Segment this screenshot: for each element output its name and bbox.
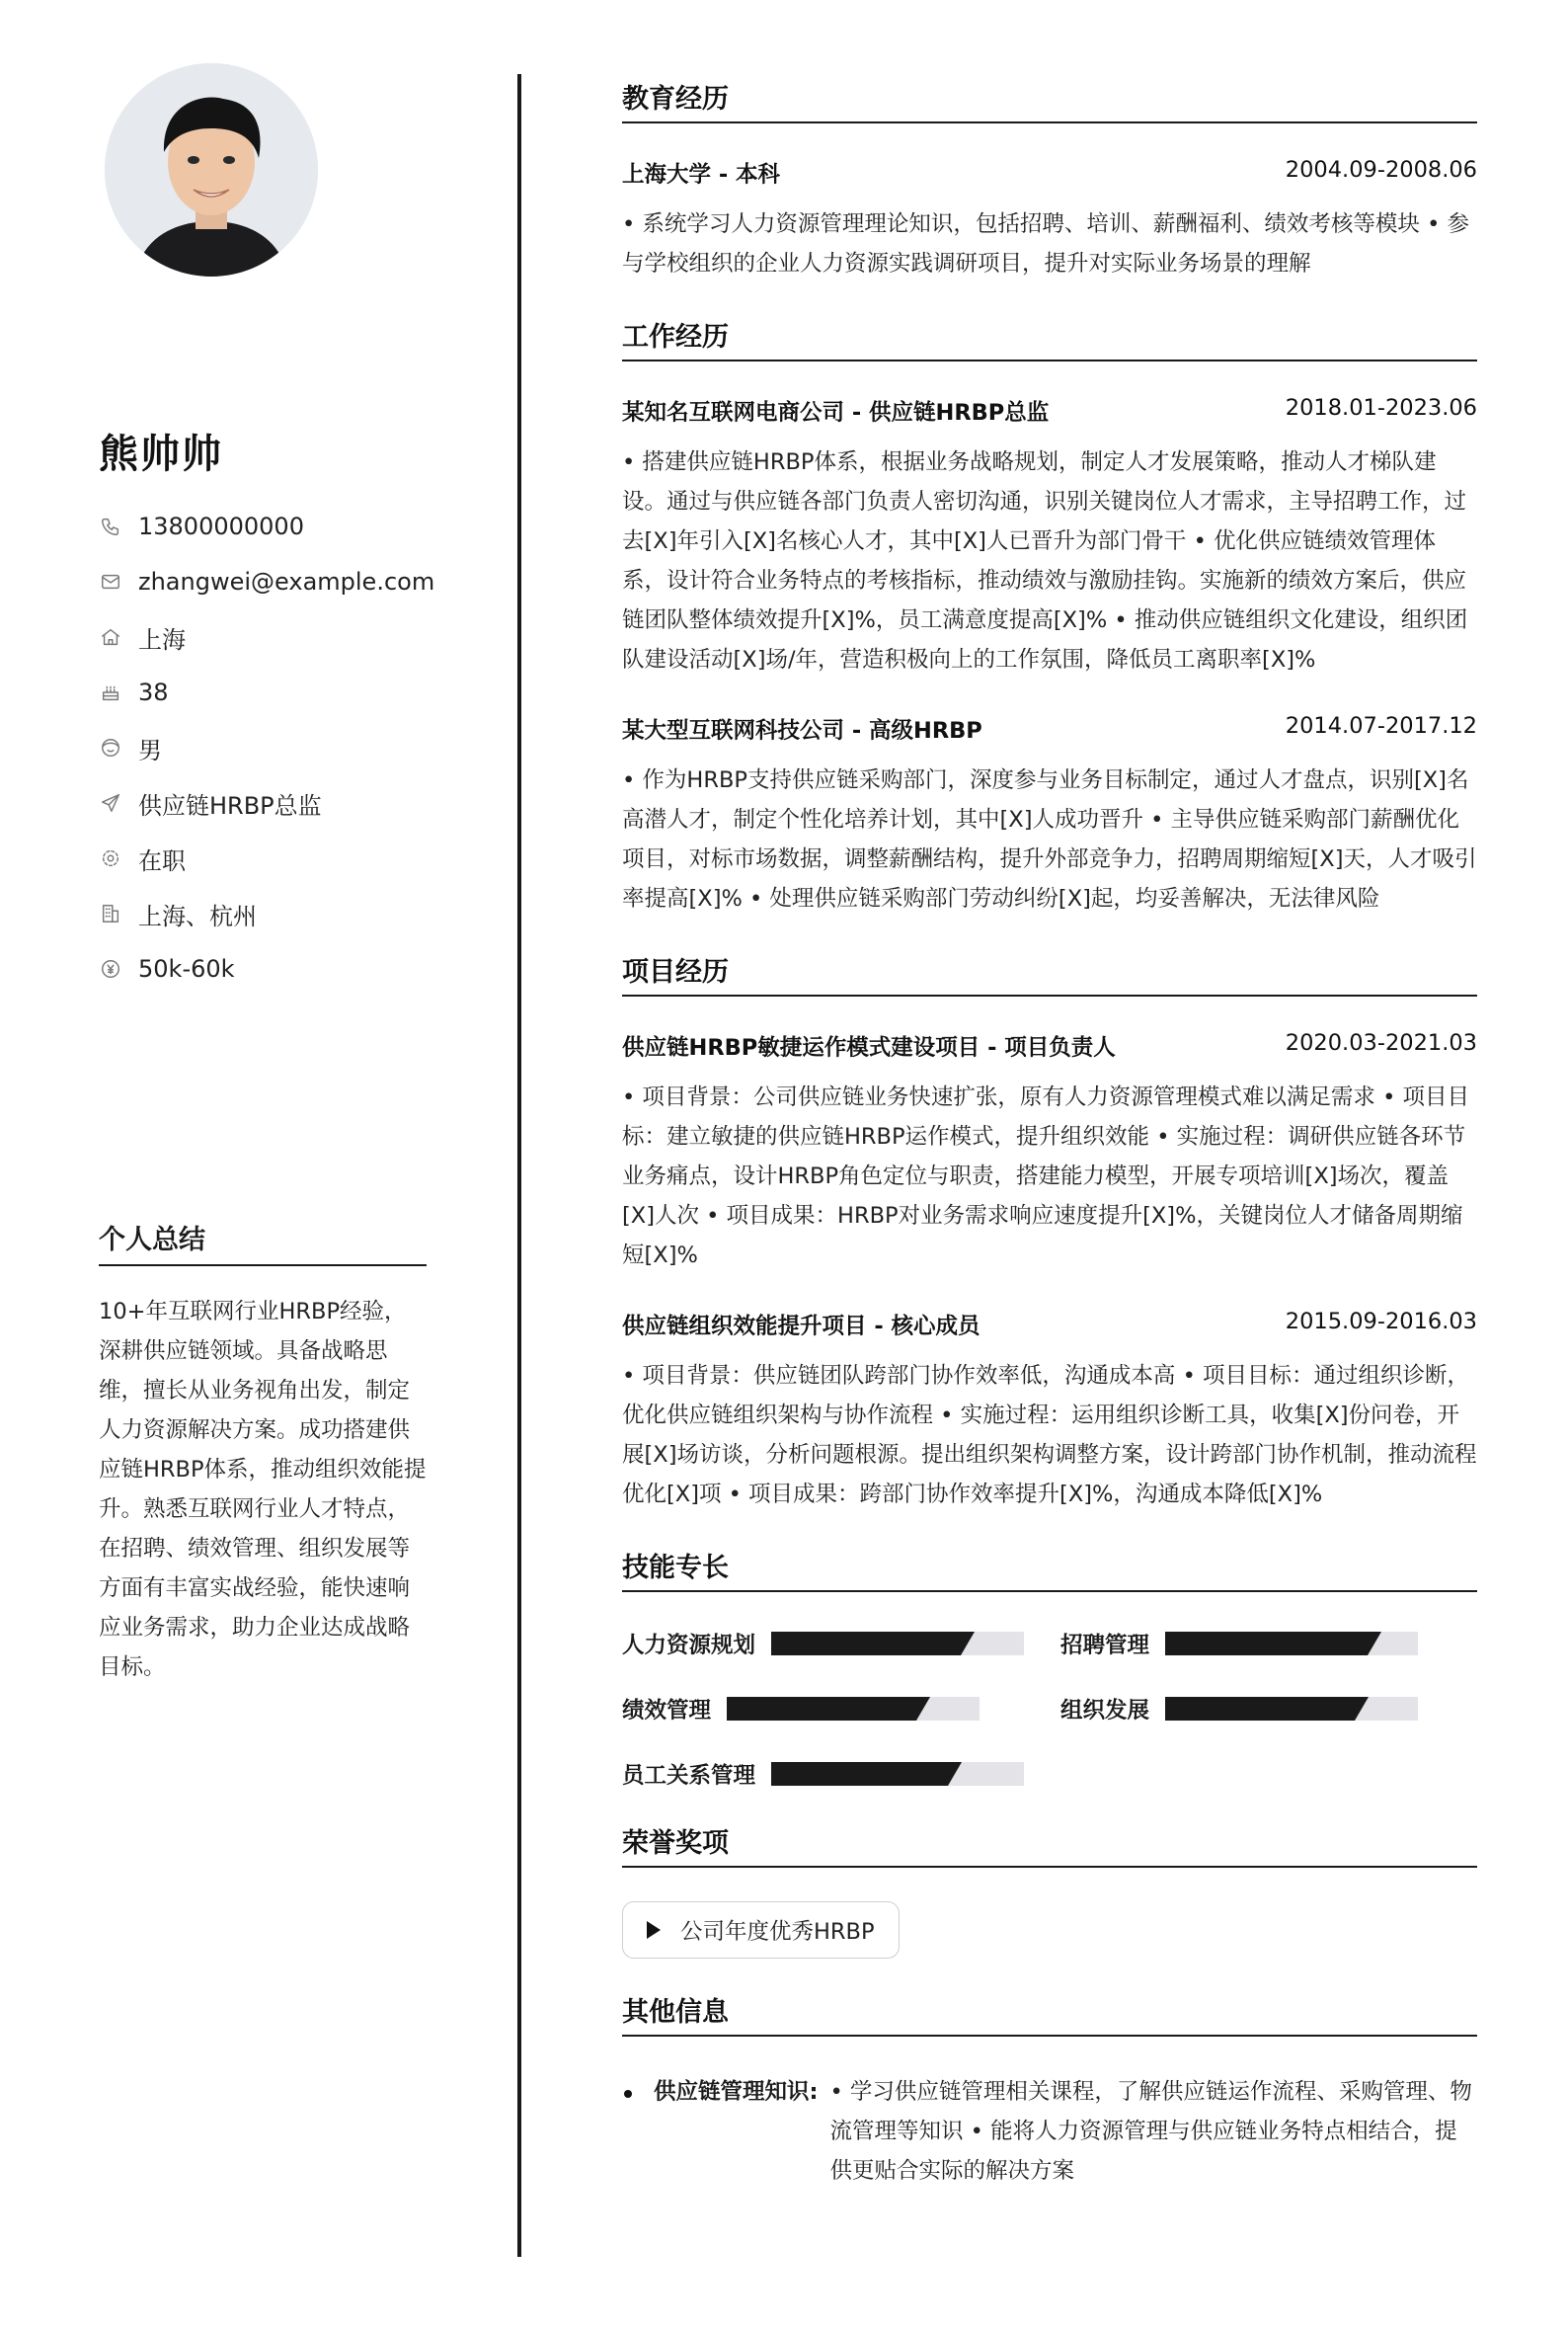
contact-status [99, 831, 434, 886]
work-entry-head [622, 395, 1477, 427]
skill-name: 员工关系管理 [622, 1763, 756, 1789]
skill-item [622, 1758, 1060, 1790]
education-title: 教育经历 [622, 77, 1477, 123]
other-section [622, 1990, 1477, 2191]
projects-section [622, 950, 1477, 1514]
age-text: 38 [138, 679, 169, 706]
email-text: zhangwei@example.com [138, 568, 435, 596]
target-cities-text: 上海、杭州 [138, 902, 257, 930]
project-body: • 项目背景：供应链团队跨部门协作效率低，沟通成本高 • 项目目标：通过组织诊断，优化供应链组织架构与协作流程 • 实施过程：运用组织诊断工具，收集[X]份问卷，开展[X]场访谈，分析问题根源。提出组织架构调整方案，设计跨部门协作机制，推动流程优化[X]项 • 项目成果：跨部门协作效率提升[X]%，沟通成本降低[X]% [622, 1363, 1477, 1507]
skill-bar [1165, 1697, 1418, 1721]
play-triangle-icon [647, 1921, 661, 1939]
project-entry-head [622, 1030, 1477, 1062]
work-body: • 作为HRBP支持供应链采购部门，深度参与业务目标制定，通过人才盘点，识别[X]名高潜人才，制定个性化培养计划，其中[X]人成功晋升 • 主导供应链采购部门薪酬优化项目，对标市场数据，调整薪酬结构，提升外部竞争力，招聘周期缩短[X]天，人才吸引率提高[X]% • 处理供应链采购部门劳动纠纷[X]起，均妥善解决，无法律风险 [622, 767, 1477, 912]
skill-bar [1165, 1632, 1418, 1655]
contact-list [99, 499, 434, 997]
skill-item [1060, 1628, 1477, 1659]
skill-item [622, 1693, 1060, 1725]
project-name: 供应链组织效能提升项目 - 核心成员 [622, 1314, 980, 1339]
education-section [622, 77, 1477, 283]
column-divider [517, 74, 521, 2257]
summary-title: 个人总结 [99, 1218, 427, 1266]
projects-title: 项目经历 [622, 950, 1477, 997]
honor-tag [622, 1901, 900, 1959]
education-school: 上海大学 - 本科 [622, 162, 781, 188]
right-column [622, 77, 1477, 2222]
honors-title: 荣誉奖项 [622, 1821, 1477, 1868]
skill-bar-fill [771, 1632, 961, 1655]
project-date: 2020.03-2021.03 [1285, 1030, 1477, 1056]
skill-bar [727, 1697, 980, 1721]
work-entry-head [622, 713, 1477, 745]
skill-bar-fill [1165, 1697, 1355, 1721]
phone-text: 13800000000 [138, 513, 304, 540]
mail-icon [99, 570, 122, 594]
skill-bar-fill [1165, 1632, 1368, 1655]
contact-email [99, 554, 434, 609]
education-entry-head [622, 157, 1477, 189]
skill-name: 招聘管理 [1060, 1633, 1150, 1658]
education-body: • 系统学习人力资源管理理论知识，包括招聘、培训、薪酬福利、绩效考核等模块 • 参与学校组织的企业人力资源实践调研项目，提升对实际业务场景的理解 [622, 211, 1470, 277]
contact-age [99, 665, 434, 720]
honor-text: 公司年度优秀HRBP [680, 1919, 875, 1945]
contact-gender [99, 720, 434, 775]
contact-salary [99, 941, 434, 997]
skill-bar-fill [727, 1697, 916, 1721]
skill-name: 组织发展 [1060, 1698, 1150, 1724]
skill-item [622, 1628, 1060, 1659]
candidate-name: 熊帅帅 [99, 432, 223, 477]
bullet-dot-icon [624, 2090, 632, 2098]
position-text: 供应链HRBP总监 [138, 791, 322, 820]
skill-item [1060, 1693, 1477, 1725]
gender-text: 男 [138, 736, 162, 764]
work-body: • 搭建供应链HRBP体系，根据业务战略规划，制定人才发展策略，推动人才梯队建设。通过与供应链各部门负责人密切沟通，识别关键岗位人才需求，主导招聘工作，过去[X]年引入[X]名核心人才，其中[X]人已晋升为部门骨干 • 优化供应链绩效管理体系，设计符合业务特点的考核指标，推动绩效与激励挂钩。实施新的绩效方案后，供应链团队整体绩效提升[X]%，员工满意度提高[X]% • 推动供应链组织文化建设，组织团队建设活动[X]场/年，营造积极向上的工作氛围，降低员工离职率[X]% [622, 449, 1468, 673]
work-date: 2018.01-2023.06 [1285, 395, 1477, 421]
skill-bar [771, 1632, 1024, 1655]
city-text: 上海 [138, 625, 186, 654]
other-item-label: 供应链管理知识: [654, 2079, 819, 2105]
skills-grid [622, 1628, 1477, 1790]
project-entry-head [622, 1309, 1477, 1340]
skill-bar [771, 1762, 1024, 1786]
skill-name: 绩效管理 [622, 1698, 712, 1724]
status-icon [99, 846, 122, 870]
other-item-value: • 学习供应链管理相关课程，了解供应链运作流程、采购管理、物流管理等知识 • 能将人力资源管理与供应链业务特点相结合，提供更贴合实际的解决方案 [829, 2079, 1472, 2184]
work-title: 工作经历 [622, 315, 1477, 361]
other-item [622, 2072, 1477, 2191]
skills-title: 技能专长 [622, 1546, 1477, 1592]
phone-icon [99, 515, 122, 538]
salary-text: 50k-60k [138, 955, 235, 983]
skill-bar-fill [771, 1762, 948, 1786]
work-company: 某知名互联网电商公司 - 供应链HRBP总监 [622, 400, 1050, 426]
yuan-coin-icon [99, 957, 122, 981]
contact-city [99, 609, 434, 665]
face-icon [99, 736, 122, 760]
send-icon [99, 791, 122, 815]
left-column [0, 0, 513, 2327]
other-title: 其他信息 [622, 1990, 1477, 2037]
project-body: • 项目背景：公司供应链业务快速扩张，原有人力资源管理模式难以满足需求 • 项目目标：建立敏捷的供应链HRBP运作模式，提升组织效能 • 实施过程：调研供应链各环节业务痛点，设计HRBP角色定位与职责，搭建能力模型，开展专项培训[X]场次，覆盖[X]人次 • 项目成果：HRBP对业务需求响应速度提升[X]%，关键岗位人才储备周期缩短[X]% [622, 1084, 1470, 1268]
work-date: 2014.07-2017.12 [1285, 713, 1477, 739]
contact-target-cities [99, 886, 434, 941]
project-date: 2015.09-2016.03 [1285, 1309, 1477, 1334]
work-section [622, 315, 1477, 919]
contact-position [99, 775, 434, 831]
cake-icon [99, 681, 122, 704]
home-icon [99, 625, 122, 649]
education-date: 2004.09-2008.06 [1285, 157, 1477, 183]
project-name: 供应链HRBP敏捷运作模式建设项目 - 项目负责人 [622, 1035, 1116, 1061]
building-icon [99, 902, 122, 925]
avatar [105, 63, 318, 277]
work-company: 某大型互联网科技公司 - 高级HRBP [622, 718, 982, 744]
skills-section [622, 1546, 1477, 1790]
contact-phone [99, 499, 434, 554]
status-text: 在职 [138, 846, 186, 875]
honors-section [622, 1821, 1477, 1959]
skill-name: 人力资源规划 [622, 1633, 756, 1658]
summary-text: 10+年互联网行业HRBP经验，深耕供应链领域。具备战略思维，擅长从业务视角出发，制定人力资源解决方案。成功搭建供应链HRBP体系，推动组织效能提升。熟悉互联网行业人才特点，在招聘、绩效管理、组织发展等方面有丰富实战经验，能快速响应业务需求，助力企业达成战略目标。 [99, 1299, 427, 1680]
